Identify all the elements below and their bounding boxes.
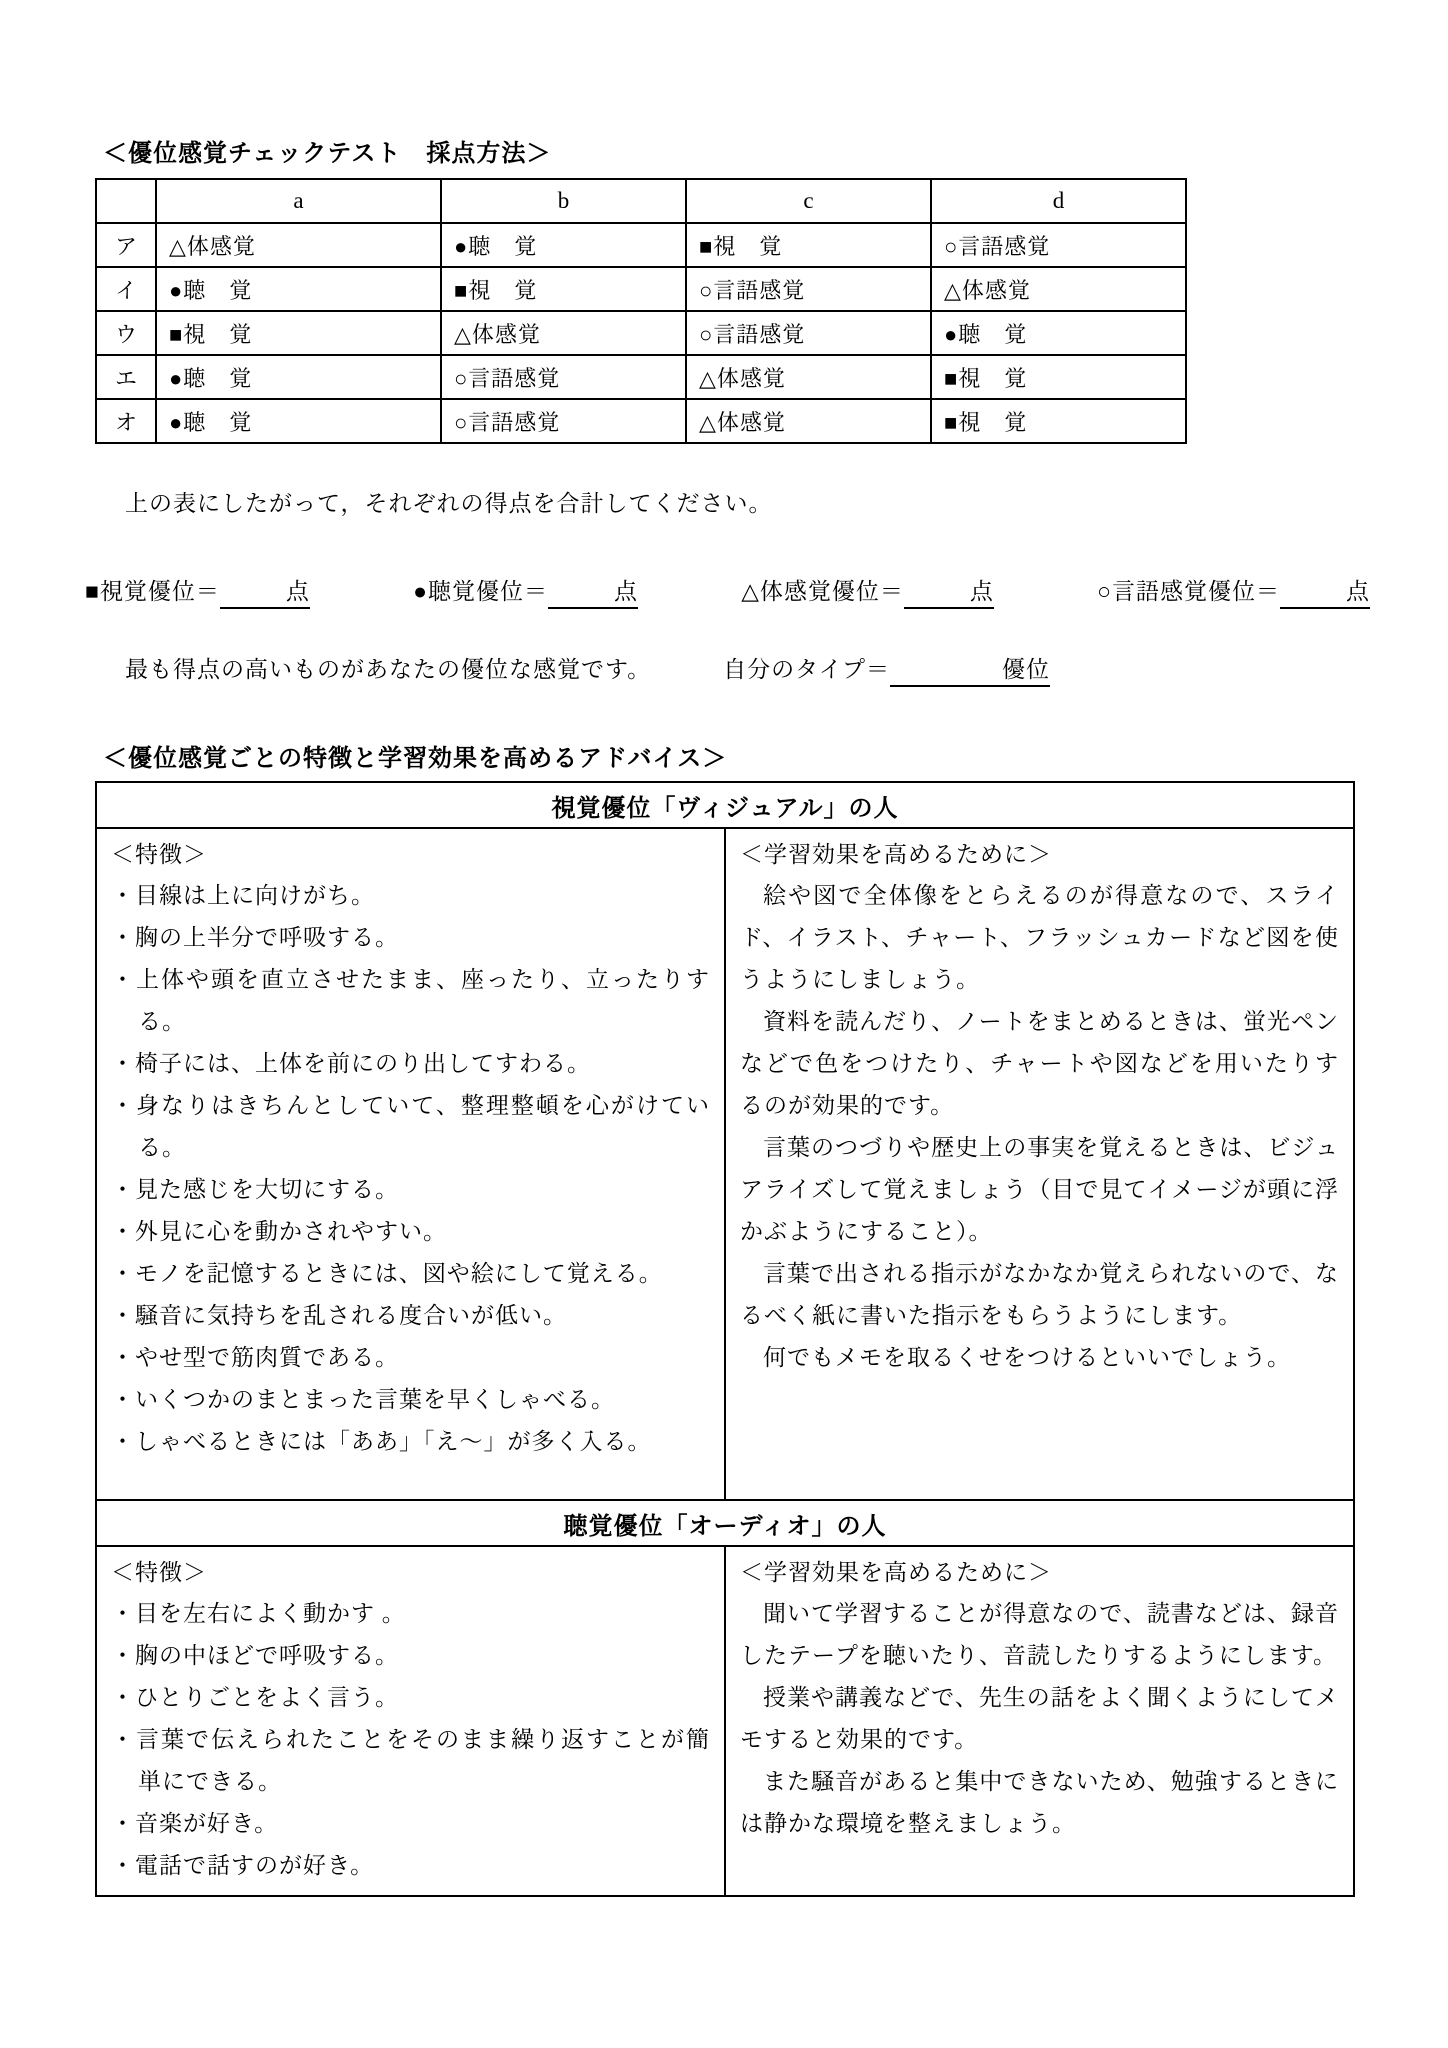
advice-paragraph: 資料を読んだり、ノートをまとめるときは、蛍光ペンなどで色をつけたり、チャートや図などを用いたりするのが効果的です。 xyxy=(740,1009,1339,1118)
score-mapping-cell: △体感覚 xyxy=(441,311,686,355)
features-list xyxy=(111,1593,710,1887)
table-row xyxy=(96,223,1186,267)
advice-title: ＜学習効果を高めるために＞ xyxy=(740,1559,1052,1585)
column-header: c xyxy=(686,179,931,223)
score-field xyxy=(85,575,310,609)
row-label: イ xyxy=(96,267,156,311)
score-field-suffix: 点 xyxy=(614,579,638,604)
score-field xyxy=(1097,575,1370,609)
score-mapping-cell: ○言語感覚 xyxy=(686,311,931,355)
section-header-row xyxy=(96,1500,1354,1546)
feature-item: ・騒音に気持ちを乱される度合いが低い。 xyxy=(111,1303,567,1328)
row-label: ア xyxy=(96,223,156,267)
blank-underline xyxy=(890,655,1050,687)
feature-item: ・言葉で伝えられたことをそのまま繰り返すことが簡単にできる。 xyxy=(111,1727,710,1794)
column-header: a xyxy=(156,179,441,223)
table-row xyxy=(96,355,1186,399)
score-mapping-cell: ●聴 覚 xyxy=(156,267,441,311)
row-label: エ xyxy=(96,355,156,399)
fill-in-blank xyxy=(548,598,614,599)
result-sentence: 最も得点の高いものがあなたの優位な感覚です。 xyxy=(125,657,652,682)
feature-item: ・目線は上に向けがち。 xyxy=(111,883,375,908)
blank-underline xyxy=(220,577,310,609)
feature-item: ・外見に心を動かされやすい。 xyxy=(111,1219,447,1244)
feature-item: ・上体や頭を直立させたまま、座ったり、立ったりする。 xyxy=(111,967,710,1034)
column-header: b xyxy=(441,179,686,223)
score-field-label: ●聴覚優位＝ xyxy=(413,579,548,604)
feature-item: ・胸の上半分で呼吸する。 xyxy=(111,925,399,950)
section-header: 聴覚優位「オーディオ」の人 xyxy=(96,1500,1354,1546)
corner-cell xyxy=(96,179,156,223)
features-list xyxy=(111,875,710,1463)
score-mapping-cell: △体感覚 xyxy=(686,355,931,399)
fill-in-blank xyxy=(1280,598,1346,599)
self-type-field xyxy=(723,653,1050,687)
table-row xyxy=(96,399,1186,443)
score-mapping-cell: △体感覚 xyxy=(931,267,1186,311)
scoring-table xyxy=(95,178,1187,444)
score-field-suffix: 点 xyxy=(1345,579,1370,604)
advice-table xyxy=(95,781,1355,1897)
row-label: ウ xyxy=(96,311,156,355)
score-field-label: ■視覚優位＝ xyxy=(85,579,220,604)
column-header: d xyxy=(931,179,1186,223)
advice-paragraph: 言葉で出される指示がなかなか覚えられないので、なるべく紙に書いた指示をもらうようにします。 xyxy=(740,1261,1339,1328)
advice-paragraph: また騒音があると集中できないため、勉強するときには静かな環境を整えましょう。 xyxy=(740,1769,1339,1836)
score-field-suffix: 点 xyxy=(285,579,310,604)
feature-item: ・ひとりごとをよく言う。 xyxy=(111,1685,399,1710)
score-field-label: △体感覚優位＝ xyxy=(741,579,904,604)
score-fields-row xyxy=(85,575,1370,609)
score-mapping-cell: △体感覚 xyxy=(686,399,931,443)
advice-cell xyxy=(725,1546,1354,1896)
score-mapping-cell: ■視 覚 xyxy=(931,355,1186,399)
row-label: オ xyxy=(96,399,156,443)
score-mapping-cell: ■視 覚 xyxy=(156,311,441,355)
advice-paragraph: 聞いて学習することが得意なので、読書などは、録音したテープを聴いたり、音読したりするようにします。 xyxy=(740,1601,1339,1668)
score-field-suffix: 点 xyxy=(969,579,994,604)
fill-in-blank xyxy=(890,676,1002,677)
advice-title: ＜学習効果を高めるために＞ xyxy=(740,841,1052,867)
advice-paragraph: 何でもメモを取るくせをつけるといいでしょう。 xyxy=(763,1345,1291,1370)
score-mapping-cell: ■視 覚 xyxy=(931,399,1186,443)
blank-underline xyxy=(904,577,994,609)
feature-item: ・いくつかのまとまった言葉を早くしゃべる。 xyxy=(111,1387,615,1412)
instruction-text: 上の表にしたがって，それぞれの得点を合計してください。 xyxy=(125,491,773,516)
self-type-label: 自分のタイプ＝ xyxy=(723,657,891,682)
advice-cell xyxy=(725,828,1354,1500)
feature-item: ・胸の中ほどで呼吸する。 xyxy=(111,1643,399,1668)
score-mapping-cell: ■視 覚 xyxy=(686,223,931,267)
advice-paragraph: 絵や図で全体像をとらえるのが得意なので、スライド、イラスト、チャート、フラッシュカードなど図を使うようにしましょう。 xyxy=(740,883,1339,992)
feature-item: ・しゃべるときには「ああ」「え～」が多く入る。 xyxy=(111,1429,652,1454)
features-cell xyxy=(96,828,725,1500)
table-header-row xyxy=(96,179,1186,223)
feature-item: ・見た感じを大切にする。 xyxy=(111,1177,399,1202)
section-body-row xyxy=(96,1546,1354,1896)
advice-paragraph: 言葉のつづりや歴史上の事実を覚えるときは、ビジュアライズして覚えましょう（目で見てイメージが頭に浮かぶようにすること）。 xyxy=(740,1135,1339,1244)
score-mapping-cell: ○言語感覚 xyxy=(441,399,686,443)
score-mapping-cell: ■視 覚 xyxy=(441,267,686,311)
score-mapping-cell: ●聴 覚 xyxy=(156,399,441,443)
score-mapping-cell: ●聴 覚 xyxy=(156,355,441,399)
score-mapping-cell: ●聴 覚 xyxy=(441,223,686,267)
feature-item: ・やせ型で筋肉質である。 xyxy=(111,1345,399,1370)
feature-item: ・電話で話すのが好き。 xyxy=(111,1853,375,1878)
advice-paragraph: 授業や講義などで、先生の話をよく聞くようにしてメモすると効果的です。 xyxy=(740,1685,1339,1752)
section-header: 視覚優位「ヴィジュアル」の人 xyxy=(96,782,1354,828)
score-mapping-cell: ○言語感覚 xyxy=(931,223,1186,267)
section-body-row xyxy=(96,828,1354,1500)
table-row xyxy=(96,311,1186,355)
page-title: ＜優位感覚チェックテスト 採点方法＞ xyxy=(103,140,552,167)
blank-underline xyxy=(548,577,638,609)
score-mapping-cell: ○言語感覚 xyxy=(686,267,931,311)
result-row xyxy=(125,653,1448,687)
features-cell xyxy=(96,1546,725,1896)
features-title: ＜特徴＞ xyxy=(111,1559,207,1585)
feature-item: ・椅子には、上体を前にのり出してすわる。 xyxy=(111,1051,591,1076)
section-title: ＜優位感覚ごとの特徴と学習効果を高めるアドバイス＞ xyxy=(103,745,728,772)
feature-item: ・モノを記憶するときには、図や絵にして覚える。 xyxy=(111,1261,663,1286)
section-header-row xyxy=(96,782,1354,828)
fill-in-blank xyxy=(220,598,286,599)
feature-item: ・目を左右によく動かす 。 xyxy=(111,1601,406,1626)
score-field-label: ○言語感覚優位＝ xyxy=(1097,579,1280,604)
score-mapping-cell: ●聴 覚 xyxy=(931,311,1186,355)
score-mapping-cell: △体感覚 xyxy=(156,223,441,267)
score-field xyxy=(413,575,638,609)
features-title: ＜特徴＞ xyxy=(111,841,207,867)
score-field xyxy=(741,575,994,609)
feature-item: ・音楽が好き。 xyxy=(111,1811,279,1836)
feature-item: ・身なりはきちんとしていて、整理整頓を心がけている。 xyxy=(111,1093,710,1160)
fill-in-blank xyxy=(904,598,970,599)
table-row xyxy=(96,267,1186,311)
self-type-suffix: 優位 xyxy=(1002,657,1051,682)
score-mapping-cell: ○言語感覚 xyxy=(441,355,686,399)
blank-underline xyxy=(1280,577,1370,609)
